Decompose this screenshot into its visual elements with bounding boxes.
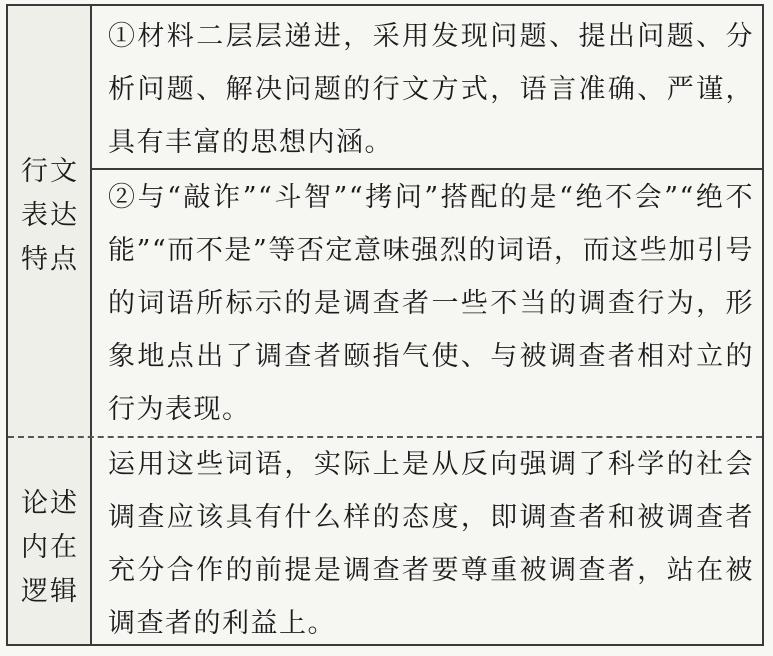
analysis-table [6, 4, 764, 646]
row-label-argument-logic [8, 458, 92, 638]
label-line: 逻辑 [21, 576, 79, 607]
cell-point-1: ①材料二层层递进，采用发现问题、提出问题、分析问题、解决问题的行文方式，语言准确、严谨，具有丰富的思想内涵。 [108, 21, 754, 158]
label-line: 内在 [21, 532, 79, 563]
cell-divider [92, 168, 762, 170]
cell-point-2: ②与“敲诈”“斗智”“拷问”搭配的是“绝不会”“绝不能”“而不是”等否定意味强烈的词语，而这些加引号的词语所标示的是调查者一些不当的调查行为，形象地点出了调查者颐指气使、与被调查者相对立的行为表现。 [108, 182, 754, 425]
label-line: 特点 [21, 244, 79, 275]
row-label-writing-features [8, 116, 92, 316]
cell-argument-logic: 运用这些词语，实际上是从反向强调了科学的社会调查应该具有什么样的态度，即调查者和被调查者充分合作的前提是调查者要尊重被调查者，站在被调查者的利益上。 [108, 449, 754, 639]
label-line: 论述 [21, 488, 79, 519]
label-line: 表达 [21, 200, 79, 231]
label-line: 行文 [21, 156, 79, 187]
